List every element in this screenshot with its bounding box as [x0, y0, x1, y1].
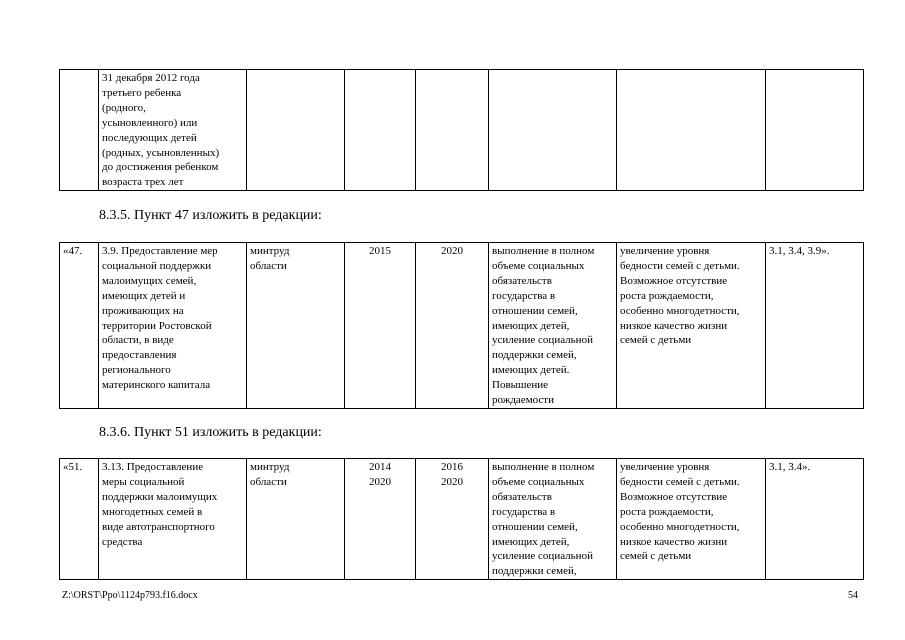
cell-line: отношении семей, [492, 520, 578, 533]
cell-line: 2015 [369, 245, 391, 257]
cell-line: 2020 [441, 475, 463, 488]
cell-line: увеличение уровня [620, 461, 710, 473]
cell-line: увеличение уровня [620, 245, 710, 257]
end-year-cell [416, 70, 489, 191]
cell-line: минтруд [250, 245, 290, 257]
measure-cell [99, 70, 247, 191]
cell-line: государства в [492, 289, 556, 302]
measure-cell [99, 243, 247, 409]
cell-line: 2020 [369, 475, 391, 488]
cell-line: поддержки малоимущих [102, 490, 218, 503]
consequences-cell [617, 70, 766, 191]
cell-line: 2014 [369, 461, 391, 473]
cell-line: рождаемости [492, 394, 554, 407]
indicator-link-cell: 3.1, 3.4». [766, 459, 864, 580]
cell-line: 31 декабря 2012 года [102, 72, 200, 84]
end-year-cell [416, 243, 489, 409]
executor-cell [247, 70, 345, 191]
consequences-cell [617, 243, 766, 409]
cell-line: усиление социальной [492, 550, 593, 563]
cell-line: многодетных семей в [102, 505, 203, 518]
cell-line: объеме социальных [492, 259, 585, 272]
cell-line: меры социальной [102, 475, 185, 488]
indicator-link-cell [766, 70, 864, 191]
cell-line: 2020 [441, 245, 463, 257]
cell-line: выполнение в полном [492, 245, 595, 257]
cell-line: особенно многодетности, [620, 304, 740, 317]
table-item-47 [59, 242, 864, 409]
cell-line: имеющих детей, [492, 319, 570, 332]
cell-line: регионального [102, 364, 171, 377]
table-row [60, 459, 864, 580]
cell-line: усиление социальной [492, 334, 593, 347]
cell-line: 2016 [441, 461, 463, 473]
cell-line: бедности семей с детьми. [620, 475, 740, 488]
cell-line: 3.9. Предоставление мер [102, 245, 218, 257]
cell-line: поддержки семей, [492, 565, 577, 578]
cell-line: усыновленного) или [102, 116, 198, 129]
cell-line: третьего ребенка [102, 86, 182, 99]
cell-line: области [250, 259, 287, 272]
cell-line: имеющих детей, [492, 535, 570, 548]
cell-line: (родных, усыновленных) [102, 146, 220, 159]
cell-line: малоимущих семей, [102, 274, 197, 287]
cell-line: (родного, [102, 101, 146, 114]
cell-line: поддержки семей, [492, 349, 577, 362]
item-number-cell: «47. [60, 243, 99, 409]
cell-line: выполнение в полном [492, 461, 595, 473]
cell-line: роста рождаемости, [620, 289, 714, 302]
expected-result-cell [489, 70, 617, 191]
cell-line: предоставления [102, 349, 177, 362]
cell-line: семей с детьми [620, 550, 692, 563]
cell-line: бедности семей с детьми. [620, 259, 740, 272]
cell-line: области, в виде [102, 334, 174, 347]
cell-line: материнского капитала [102, 379, 211, 392]
cell-line: Возможное отсутствие [620, 274, 728, 287]
item-number-cell [60, 70, 99, 191]
indicator-link-cell: 3.1, 3.4, 3.9». [766, 243, 864, 409]
start-year-cell [345, 459, 416, 580]
start-year-cell [345, 243, 416, 409]
cell-line: обязательств [492, 274, 552, 287]
cell-line: социальной поддержки [102, 259, 212, 272]
section-heading-item-51: 8.3.6. Пункт 51 изложить в редакции: [99, 425, 322, 440]
cell-line: объеме социальных [492, 475, 585, 488]
end-year-cell [416, 459, 489, 580]
page-number: 54 [848, 590, 858, 601]
cell-line: последующих детей [102, 131, 197, 144]
cell-line: низкое качество жизни [620, 319, 728, 332]
expected-result-cell [489, 243, 617, 409]
cell-line: 3.13. Предоставление [102, 461, 204, 473]
table-continuation [59, 69, 864, 191]
cell-line: средства [102, 535, 143, 548]
consequences-cell [617, 459, 766, 580]
table-row [60, 70, 864, 191]
cell-line: возраста трех лет [102, 176, 184, 189]
cell-line: низкое качество жизни [620, 535, 728, 548]
cell-line: роста рождаемости, [620, 505, 714, 518]
item-number-cell: «51. [60, 459, 99, 580]
cell-line: особенно многодетности, [620, 520, 740, 533]
measure-cell [99, 459, 247, 580]
cell-line: территории Ростовской [102, 319, 212, 332]
cell-line: имеющих детей и [102, 289, 186, 302]
cell-line: государства в [492, 505, 556, 518]
cell-line: Повышение [492, 379, 549, 392]
cell-line: имеющих детей. [492, 364, 570, 377]
expected-result-cell [489, 459, 617, 580]
cell-line: семей с детьми [620, 334, 692, 347]
table-item-51 [59, 458, 864, 580]
table-row [60, 243, 864, 409]
start-year-cell [345, 70, 416, 191]
executor-cell [247, 243, 345, 409]
cell-line: области [250, 475, 287, 488]
cell-line: до достижения ребенком [102, 161, 219, 174]
cell-line: Возможное отсутствие [620, 490, 728, 503]
executor-cell [247, 459, 345, 580]
cell-line: обязательств [492, 490, 552, 503]
cell-line: проживающих на [102, 304, 184, 317]
footer-file-path: Z:\ORST\Ppo\1124p793.f16.docx [62, 590, 198, 601]
cell-line: отношении семей, [492, 304, 578, 317]
cell-line: минтруд [250, 461, 290, 473]
section-heading-item-47: 8.3.5. Пункт 47 изложить в редакции: [99, 208, 322, 223]
cell-line: виде автотранспортного [102, 520, 215, 533]
